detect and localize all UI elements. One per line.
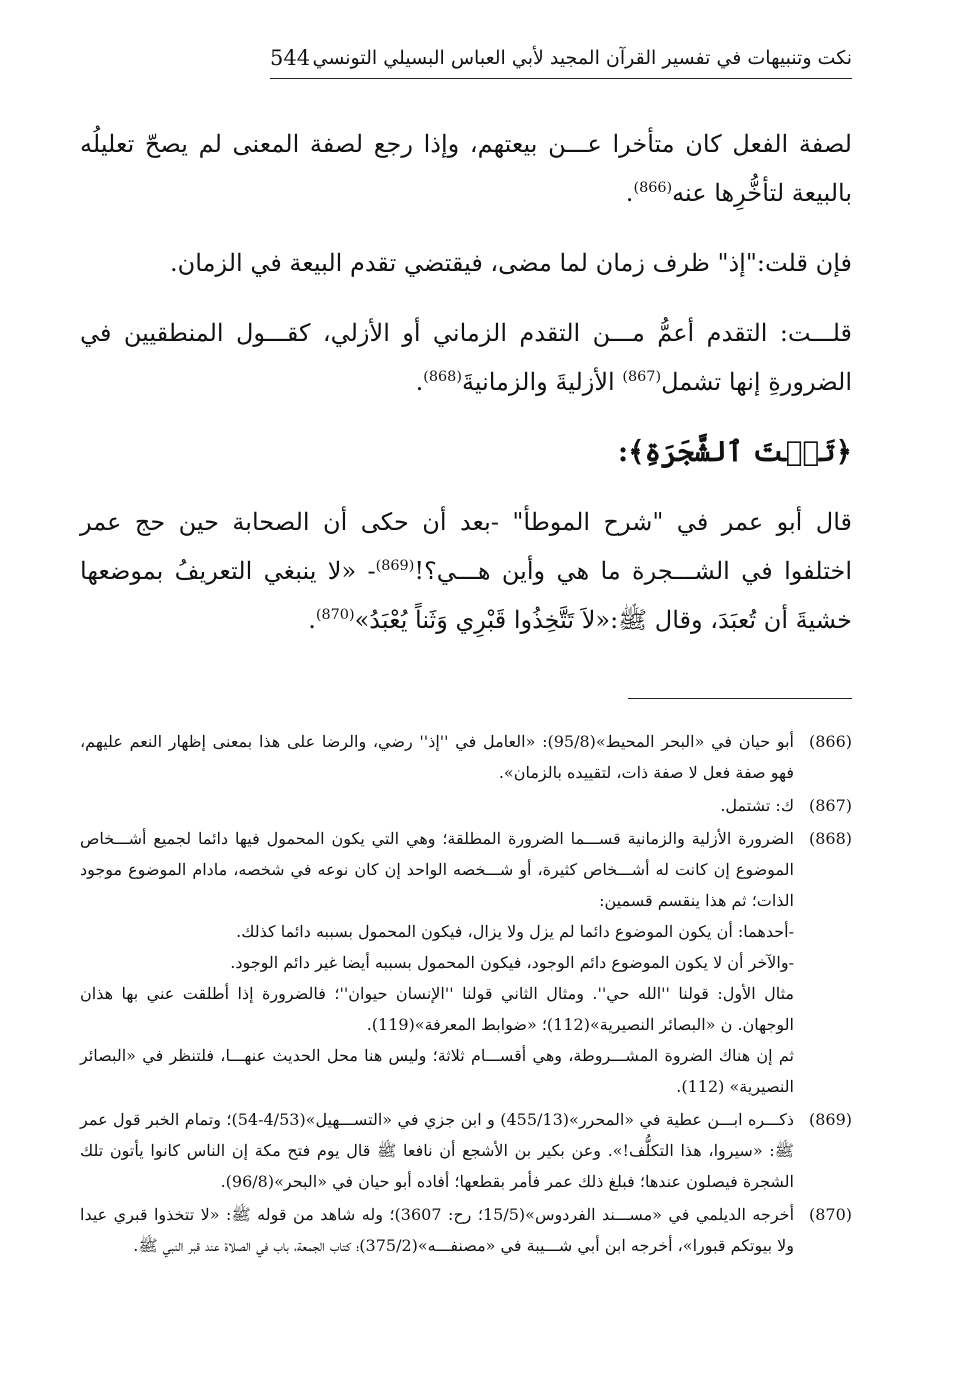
footnote-text: مثال الأول: قولنا ''الله حي''. ومثال الثاني قولنا ''الإنسان حيوان''؛ فالضرورة إذا أطلقت عني بها هذان الوجهان. ن «البصائر النصيرية»(112)؛ «ضوابط المعرفة»(119).: [80, 984, 794, 1034]
paragraph-2: فإن قلت:"إذ" ظرف زمان لما مضى، فيقتضي تقدم البيعة في الزمان.: [170, 249, 852, 277]
footnote-number: (869): [808, 1110, 852, 1129]
footnote-text: ثم إن هناك الضروة المشـــروطة، وهي أقســـام ثلاثة؛ وليس هنا محل الحديث عنهـــا، فلتنظر في «البصائر النصيرية» (112).: [80, 1046, 794, 1096]
footnote-text: -والآخر أن لا يكون الموضوع دائم الوجود، فيكون المحمول بسببه أيضا غير دائم الوجود.: [230, 953, 794, 972]
footnote-866: [80, 726, 852, 788]
footnote-867: [80, 790, 852, 821]
running-title: نكت وتنبيهات في تفسير القرآن المجيد لأبي العباس البسيلي التونسي: [312, 47, 852, 69]
footnote-869: [80, 1104, 852, 1197]
footnote-870: [80, 1199, 852, 1261]
footnote-text: -أحدهما: أن يكون الموضوع دائما لم يزل ولا يزال، فيكون المحمول بسببه دائما كذلك.: [236, 922, 794, 941]
page-number: 544: [270, 46, 311, 70]
footnote-number: (868): [808, 829, 852, 848]
paragraph-1: لصفة الفعل كان متأخرا عـــن بيعتهم، وإذا رجع لصفة المعنى لم يصحّ تعليلُه بالبيعة لتأخُّرِها عنه$^{(866)}$.: [80, 130, 852, 207]
footnote-ref-869[interactable]: (869): [375, 558, 415, 574]
section-heading: ﴿تَحۡتَ ٱلشَّجَرَةِ﴾:: [617, 435, 852, 468]
footnote-text: أبو حيان في «البحر المحيط»(95/8): «العامل في ''إذ'' رضي، والرضا على هذا بمعنى إظهار النعم عليهم، فهو صفة فعل لا صفة ذات، لتقييده بالزمان».: [80, 732, 795, 782]
paragraph-4: قال أبو عمر في "شرح الموطأ" -بعد أن حكى أن الصحابة حين حج عمر اختلفوا في الشـــجرة ما هي وأين هـــي؟!$^{(869)}$- «لا ينبغي التعريفُ بموضعها خشيةَ أن تُعبَدَ، وقال ﷺ:«لاَ تَتَّخِذُوا قَبْرِي وَثَناً يُعْبَدُ»$^{(870)}$.: [80, 508, 852, 634]
page-header: [270, 38, 852, 79]
paragraph-3: قلـــت: التقدم أعمُّ مـــن التقدم الزماني أو الأزلي، كقـــول المنطقيين في الضرورةِ إنها تشمل$^{(867)}$ الأزليةَ والزمانيةَ$^{(868)}$.: [80, 319, 852, 396]
footnote-number: (870): [808, 1205, 852, 1224]
footnote-868: [80, 823, 852, 1102]
footnote-ref-868[interactable]: (868): [423, 369, 462, 385]
footnote-text: الضرورة الأزلية والزمانية قســـما الضرورة المطلقة؛ وهي التي يكون المحمول فيها دائما لجميع أشـــخاص الموضوع إن كانت له أشـــخاص كثيرة، أو شـــخصه الواحد إن كان نوعه في شخصه، مادام الموضوع موجود الذات؛ ثم هذا ينقسم قسمين:: [80, 829, 794, 910]
footnote-ref-870[interactable]: (870): [315, 607, 355, 623]
footnote-text: أخرجه الديلمي في «مســـند الفردوس»(15/5؛ رح: 3607)؛ وله شاهد من قوله ﷺ: «لا تتخذوا قبري عيدا ولا بيوتكم قبورا»، أخرجه ابن أبي شـــيبة في «مصنفـــه»(375/2)؛ كتاب الجمعة، باب في الصلاة عند قبر النبي ﷺ.: [80, 1205, 795, 1255]
quran-verse-heading: ﴿تَحۡتَ ٱلشَّجَرَةِ﴾: [628, 435, 852, 468]
footnote-ref-866[interactable]: (866): [633, 180, 673, 196]
footnote-text: ك: تشتمل.: [720, 796, 794, 815]
footnotes: [80, 726, 852, 1263]
footnote-number: (866): [808, 732, 852, 751]
footnote-divider: [628, 698, 852, 699]
footnote-ref-867[interactable]: (867): [622, 369, 662, 385]
footnote-text: ذكـــره ابـــن عطية في «المحرر»(455/13) و ابن جزي في «التســـهيل»(4/53-54)؛ وتمام الخبر قول عمر ﷺ: «سيروا، هذا التكلُّف!». وعن بكير بن الأشجع أن نافعا ﷺ قال يوم فتح مكة إن الناس كانوا يأتون تلك الشجرة فيصلون عندها؛ فبلغ ذلك عمر فأمر بقطعها؛ أفاده أبو حيان في «البحر»(96/8).: [80, 1110, 794, 1191]
main-text: [80, 122, 852, 668]
footnote-number: (867): [808, 796, 852, 815]
